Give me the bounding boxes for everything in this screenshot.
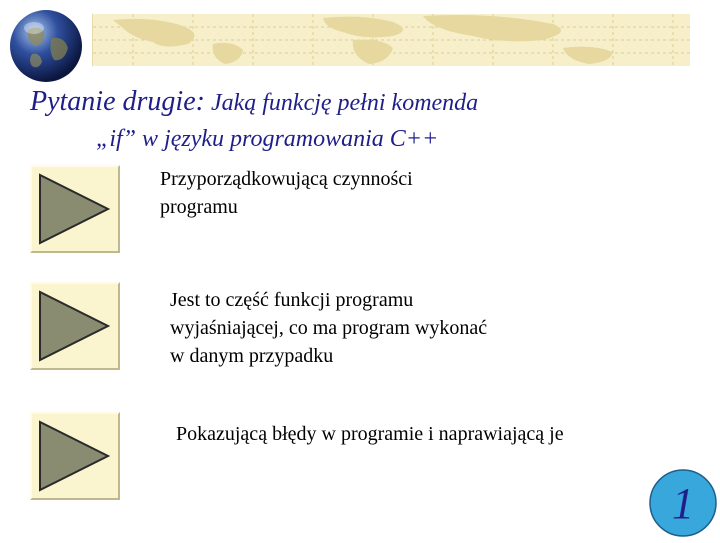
page-number: 1 [672,479,694,528]
title-lead: Pytanie drugie: [30,86,205,117]
answer-2-text[interactable] [170,286,487,370]
answer-2-line-1: Jest to część funkcji programu [170,289,414,311]
answer-3-button[interactable] [30,412,120,500]
answer-2-line-2: wyjaśniającej, co ma program wykonać [170,317,488,339]
answer-3-text[interactable] [176,420,564,448]
answer-1-line-1: Przyporządkowującą czynności [160,168,413,190]
play-triangle-icon [32,414,118,498]
answer-1-text[interactable] [160,165,413,221]
play-triangle-icon [32,284,118,368]
question-line-2: „if” w języku programowania C++ [96,126,439,152]
play-triangle-icon [32,167,118,251]
answer-1-button[interactable] [30,165,120,253]
question-line-1: Jaką funkcję pełni komenda [210,90,479,116]
slide-title [30,86,478,118]
answer-3-line-1: Pokazującą błędy w programie i naprawiającą je [176,423,564,445]
answer-2-line-3: w danym przypadku [170,345,334,367]
globe-icon [8,8,84,84]
answer-1-line-2: programu [160,196,238,218]
answer-2-button[interactable] [30,282,120,370]
world-map-band [92,14,690,66]
page-number-badge [648,468,718,538]
